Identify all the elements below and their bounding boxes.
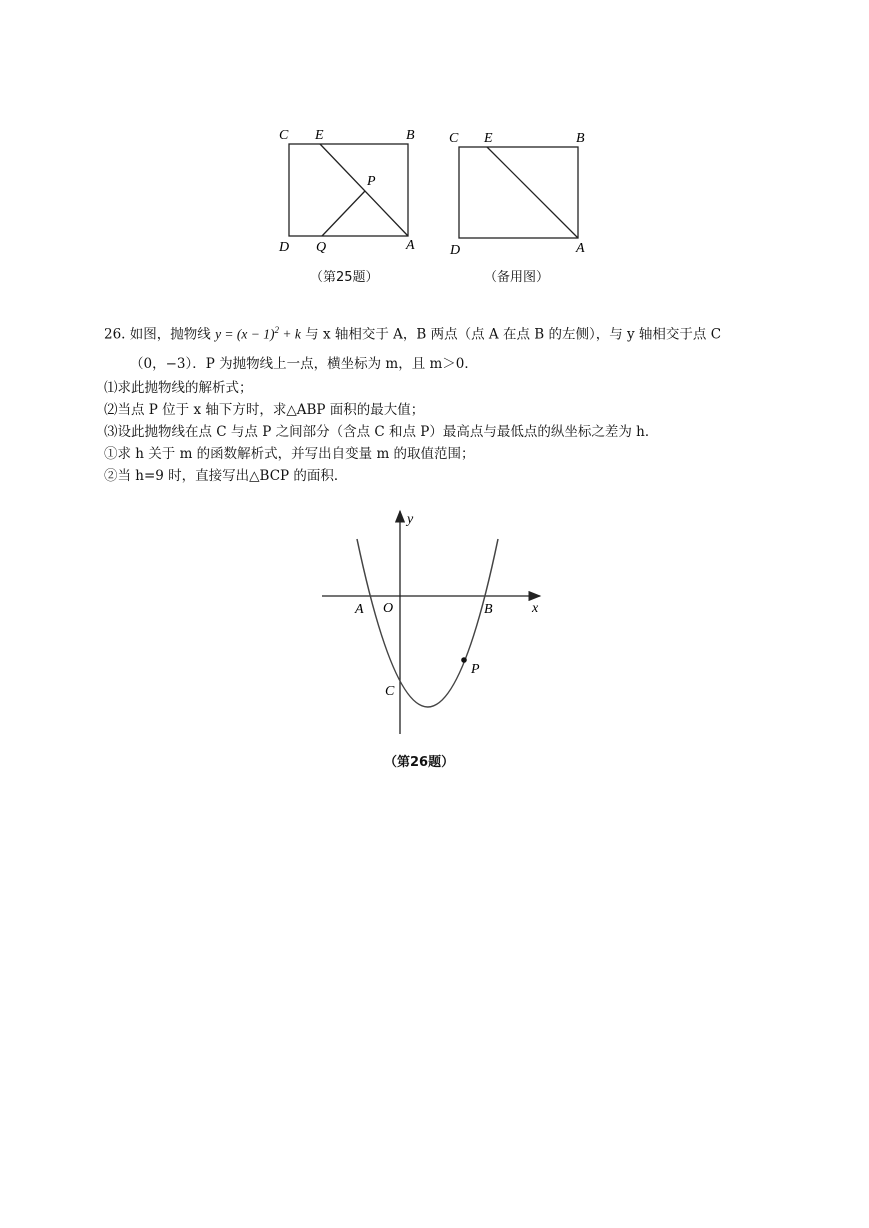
rectangle-cbad [459,147,578,238]
question-26-part-2: ⑵当点 P 位于 x 轴下方时，求△ABP 面积的最大值； [104,402,425,418]
label-q: Q [316,240,327,255]
segment-ea [487,147,578,238]
label-x: x [532,601,539,616]
label-b: B [406,128,415,143]
label-o: O [383,601,394,616]
figure-25-spare [440,120,600,260]
label-p: P [471,662,480,677]
label-e: E [315,128,324,143]
formula-exponent: 2 [274,325,280,335]
question-26-intro: 26. 如图，抛物线 [104,326,216,343]
label-a: A [406,238,415,253]
question-26-line-2: （0，−3）．P 为抛物线上一点，横坐标为 m，且 m＞0． [130,356,478,372]
figure-25 [270,120,430,260]
label-y: y [407,512,414,527]
segment-pq [322,191,365,236]
question-26-intro-rest: 与 x 轴相交于 A，B 两点（点 A 在点 B 的左侧），与 y 轴相交于点 C [300,326,722,343]
figure-26 [318,505,558,745]
question-26-sub-1: ①求 h 关于 m 的函数解析式，并写出自变量 m 的取值范围； [104,446,475,462]
label-e: E [484,131,493,146]
figure-26-caption: （第26题） [384,755,455,770]
label-b: B [576,131,585,146]
figure-25-caption: （第25题） [310,270,379,285]
label-d: D [450,243,461,258]
parabola-formula: y = (x − 1) [215,326,275,342]
parabola-curve [357,539,498,707]
figure-25-spare-caption: （备用图） [484,270,550,285]
question-26-line-1 [104,321,721,344]
label-c: C [449,131,459,146]
question-26-sub-2: ②当 h=9 时，直接写出△BCP 的面积． [104,468,348,484]
label-d: D [279,240,290,255]
formula-tail: + k [279,326,301,342]
segment-ea [320,144,408,236]
point-p-dot [461,657,467,663]
label-a: A [576,241,585,256]
rectangle-cbad [289,144,408,236]
label-c: C [385,684,395,699]
label-b: B [484,602,493,617]
label-a: A [355,602,364,617]
label-c: C [279,128,289,143]
label-p: P [367,174,376,189]
question-26-part-1: ⑴求此抛物线的解析式； [104,380,253,396]
question-26-part-3: ⑶设此抛物线在点 C 与点 P 之间部分（含点 C 和点 P）最高点与最低点的纵坐标之差为 h． [104,424,659,440]
